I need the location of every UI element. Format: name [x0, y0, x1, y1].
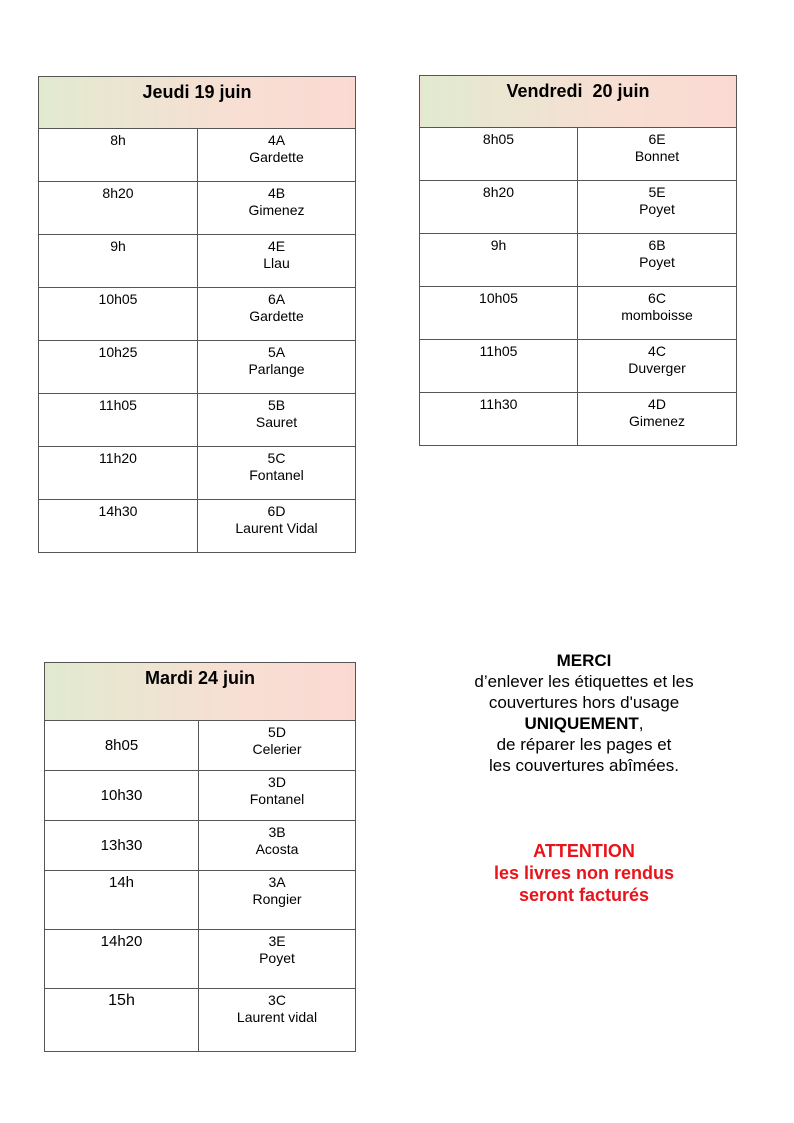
class-code: 4E — [267, 238, 286, 254]
class-cell — [198, 341, 356, 394]
time-cell: 10h25 — [39, 341, 198, 394]
notice-line: couvertures hors d'usage — [488, 693, 680, 712]
teacher-name: Poyet — [639, 201, 675, 217]
time-cell: 14h — [45, 871, 199, 930]
time-cell: 11h20 — [39, 447, 198, 500]
teacher-name: Gardette — [249, 308, 304, 324]
class-code: 4D — [648, 396, 666, 412]
merci-notice — [430, 650, 738, 776]
table-row — [45, 721, 356, 771]
class-code: 5A — [267, 344, 286, 360]
teacher-name: Poyet — [259, 950, 295, 966]
teacher-name: Sauret — [255, 414, 298, 430]
class-code: 3B — [268, 824, 286, 840]
teacher-name: Celerier — [252, 741, 302, 757]
teacher-name: Poyet — [639, 254, 675, 270]
class-code: 5C — [267, 450, 286, 466]
class-cell — [578, 340, 737, 393]
class-code: 5B — [267, 397, 286, 413]
class-cell — [198, 500, 356, 553]
table-row — [45, 930, 356, 989]
table-row — [45, 989, 356, 1052]
teacher-name: Fontanel — [249, 791, 305, 807]
notice-line: de réparer les pages et — [496, 735, 672, 754]
time-cell: 8h05 — [45, 721, 199, 771]
table-row — [420, 340, 737, 393]
class-code: 3D — [268, 774, 286, 790]
table-row — [420, 181, 737, 234]
teacher-name: Fontanel — [249, 467, 304, 483]
table-row — [45, 821, 356, 871]
teacher-name: Laurent vidal — [236, 1009, 318, 1025]
table-row — [39, 341, 356, 394]
time-cell: 10h05 — [39, 288, 198, 341]
table-row — [39, 182, 356, 235]
teacher-name: Gimenez — [248, 202, 305, 218]
class-code: 4C — [648, 343, 666, 359]
class-cell — [198, 447, 356, 500]
notice-heading: MERCI — [556, 651, 612, 670]
schedule-table-jeudi — [38, 76, 356, 553]
class-code: 3E — [268, 933, 286, 949]
teacher-name: Parlange — [248, 361, 305, 377]
teacher-name: momboisse — [621, 307, 693, 323]
time-cell: 14h20 — [45, 930, 199, 989]
notice-emphasis: UNIQUEMENT — [524, 714, 639, 733]
class-cell — [578, 181, 737, 234]
class-code: 5D — [268, 724, 286, 740]
time-cell: 15h — [45, 989, 199, 1052]
attention-heading: ATTENTION — [533, 841, 635, 861]
class-cell — [199, 989, 356, 1052]
time-cell: 11h05 — [420, 340, 578, 393]
table-row — [39, 447, 356, 500]
table-row — [420, 393, 737, 446]
class-cell — [198, 182, 356, 235]
time-cell: 10h30 — [45, 771, 199, 821]
time-cell: 9h — [39, 235, 198, 288]
time-cell: 10h05 — [420, 287, 578, 340]
class-code: 4A — [267, 132, 286, 148]
notice-line: les couvertures abîmées. — [489, 756, 679, 775]
teacher-name: Gimenez — [628, 413, 686, 429]
table-row — [39, 129, 356, 182]
class-cell — [199, 771, 356, 821]
teacher-name: Gardette — [249, 149, 304, 165]
class-cell — [578, 393, 737, 446]
class-code: 6B — [648, 237, 666, 253]
table-row — [420, 234, 737, 287]
class-cell — [199, 721, 356, 771]
teacher-name: Llau — [263, 255, 290, 271]
class-cell — [198, 235, 356, 288]
class-code: 6D — [267, 503, 286, 519]
table-title: Vendredi 20 juin — [420, 76, 737, 128]
schedule-table-mardi — [44, 662, 356, 1052]
class-cell — [198, 288, 356, 341]
class-code: 6E — [648, 131, 666, 147]
class-cell — [578, 128, 737, 181]
attention-line: les livres non rendus — [493, 863, 675, 883]
table-title: Mardi 24 juin — [45, 663, 356, 721]
time-cell: 9h — [420, 234, 578, 287]
time-cell: 11h05 — [39, 394, 198, 447]
class-code: 5E — [648, 184, 666, 200]
table-header-row — [45, 663, 356, 721]
class-cell — [199, 871, 356, 930]
table-row — [420, 128, 737, 181]
class-code: 6A — [267, 291, 286, 307]
time-cell: 11h30 — [420, 393, 578, 446]
table-row — [39, 500, 356, 553]
class-cell — [578, 234, 737, 287]
class-code: 4B — [267, 185, 286, 201]
class-cell — [198, 129, 356, 182]
attention-warning — [430, 840, 738, 906]
attention-line: seront facturés — [518, 885, 650, 905]
class-code: 3C — [268, 992, 286, 1008]
table-title: Jeudi 19 juin — [39, 77, 356, 129]
teacher-name: Bonnet — [634, 148, 680, 164]
time-cell: 8h20 — [420, 181, 578, 234]
table-row — [420, 287, 737, 340]
table-row — [39, 288, 356, 341]
class-cell — [198, 394, 356, 447]
notice-line: UNIQUEMENT, — [524, 714, 644, 733]
time-cell: 8h20 — [39, 182, 198, 235]
table-row — [45, 871, 356, 930]
teacher-name: Duverger — [628, 360, 686, 376]
class-cell — [199, 821, 356, 871]
class-code: 3A — [268, 874, 286, 890]
teacher-name: Laurent Vidal — [235, 520, 318, 536]
teacher-name: Rongier — [252, 891, 302, 907]
teacher-name: Acosta — [255, 841, 299, 857]
class-code: 6C — [648, 290, 666, 306]
time-cell: 8h — [39, 129, 198, 182]
notice-line: d’enlever les étiquettes et les — [474, 672, 694, 691]
table-row — [45, 771, 356, 821]
class-cell — [199, 930, 356, 989]
class-cell — [578, 287, 737, 340]
table-header-row — [39, 77, 356, 129]
time-cell: 14h30 — [39, 500, 198, 553]
table-row — [39, 235, 356, 288]
time-cell: 8h05 — [420, 128, 578, 181]
table-header-row — [420, 76, 737, 128]
table-row — [39, 394, 356, 447]
time-cell: 13h30 — [45, 821, 199, 871]
schedule-table-vendredi — [419, 75, 737, 446]
